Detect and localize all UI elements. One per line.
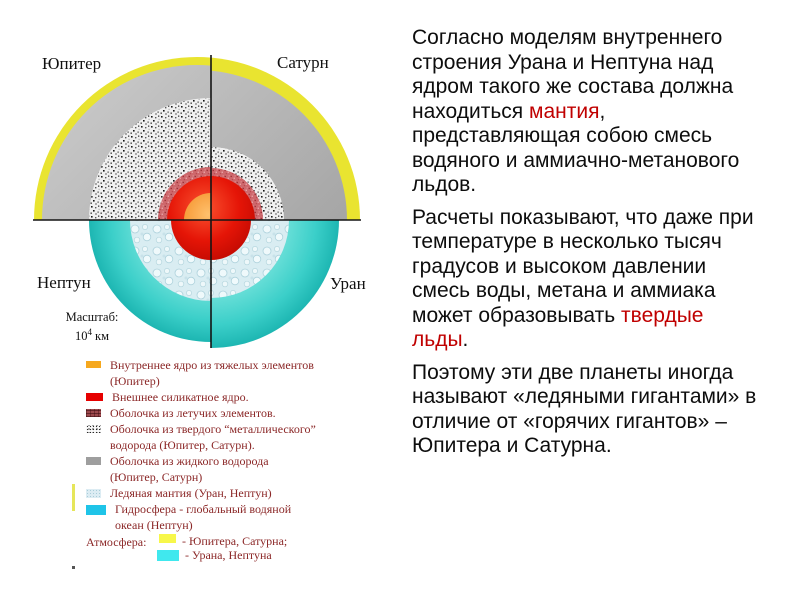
- volatile-shell-swatch: [86, 409, 101, 417]
- paragraph-solid-ices: [412, 206, 762, 353]
- body-text: [412, 26, 762, 467]
- legend-item-text: Гидросфера - глобальный водяной: [115, 502, 292, 516]
- legend-item-text: (Юпитер, Сатурн): [110, 470, 203, 484]
- paragraph-text: .: [462, 328, 469, 351]
- legend-item-text: (Юпитер): [110, 374, 160, 388]
- yellow-strip-artifact: [72, 484, 75, 511]
- highlight-solid-ices: твердые льды: [412, 303, 704, 351]
- paragraph-text: Поэтому эти две планеты иногда называют «ледяными гигантами» в отличие от «горячих гигантов» – Юпитера и Сатурна.: [412, 360, 757, 457]
- legend: [86, 357, 386, 562]
- atmosphere-uranus-neptune-swatch: [157, 550, 179, 561]
- legend-item-volatile-shell: [86, 405, 386, 421]
- neptune-label: Нептун: [37, 273, 91, 292]
- paragraph-mantle: [412, 26, 762, 198]
- paragraph-ice-giants: [412, 361, 762, 459]
- legend-item-text: Внешнее силикатное ядро.: [112, 390, 249, 404]
- atmosphere-uranus-neptune-text: - Урана, Нептуна: [185, 548, 272, 562]
- dot-artifact: [72, 566, 75, 569]
- legend-item-inner-core: [86, 357, 386, 389]
- icy-mantle-swatch: [86, 489, 101, 498]
- jupiter-label: Юпитер: [42, 54, 102, 73]
- uranus-label: Уран: [330, 274, 366, 293]
- atmosphere-jupiter-saturn-text: - Юпитера, Сатурна;: [182, 534, 288, 548]
- liquid-hydrogen-swatch: [86, 457, 101, 465]
- legend-item-hydrosphere: [86, 501, 386, 533]
- scale-unit: км: [95, 329, 109, 344]
- legend-item-text: водорода (Юпитер, Сатурн).: [110, 438, 255, 452]
- scale-label: Масштаб:: [65, 310, 119, 324]
- metallic-hydrogen-swatch: [86, 425, 101, 433]
- legend-item-text: океан (Нептун): [115, 518, 193, 532]
- legend-item-text: Оболочка из твердого “металлического”: [110, 422, 316, 436]
- scale-exponent: 4: [87, 327, 92, 337]
- saturn-label: Сатурн: [277, 53, 329, 72]
- legend-item-text: Внутреннее ядро из тяжелых элементов: [110, 358, 314, 372]
- legend-item-silicate-core: [86, 389, 386, 405]
- hydrosphere-swatch: [86, 505, 106, 515]
- legend-item-text: Ледяная мантия (Уран, Нептун): [110, 486, 272, 500]
- paragraph-text: Расчеты показывают, что даже при температуре в несколько тысяч градусов и высоком давлении смесь воды, метана и аммиака может образовывать: [412, 205, 754, 327]
- legend-item-atmosphere: [86, 534, 386, 562]
- scale-note: [52, 310, 132, 344]
- legend-item-text: Оболочка из летучих элементов.: [110, 406, 276, 420]
- legend-item-metallic-hydrogen: [86, 421, 386, 453]
- scale-base: 10: [75, 329, 88, 344]
- atmosphere-label: Атмосфера:: [86, 535, 147, 549]
- paragraph-text: , представляющая собою смесь водяного и аммиачно-метанового льдов.: [412, 99, 740, 196]
- highlight-mantle: мантия: [529, 99, 600, 123]
- legend-item-liquid-hydrogen: [86, 453, 386, 485]
- legend-item-icy-mantle: [86, 485, 386, 501]
- silicate-core-swatch: [86, 393, 103, 401]
- atmosphere-jupiter-saturn-swatch: [159, 534, 176, 543]
- paragraph-text: Согласно моделям внутреннего строения Урана и Нептуна над ядром такого же состава должна находиться: [412, 26, 734, 123]
- inner-core-swatch: [86, 361, 101, 368]
- legend-item-text: Оболочка из жидкого водорода: [110, 454, 269, 468]
